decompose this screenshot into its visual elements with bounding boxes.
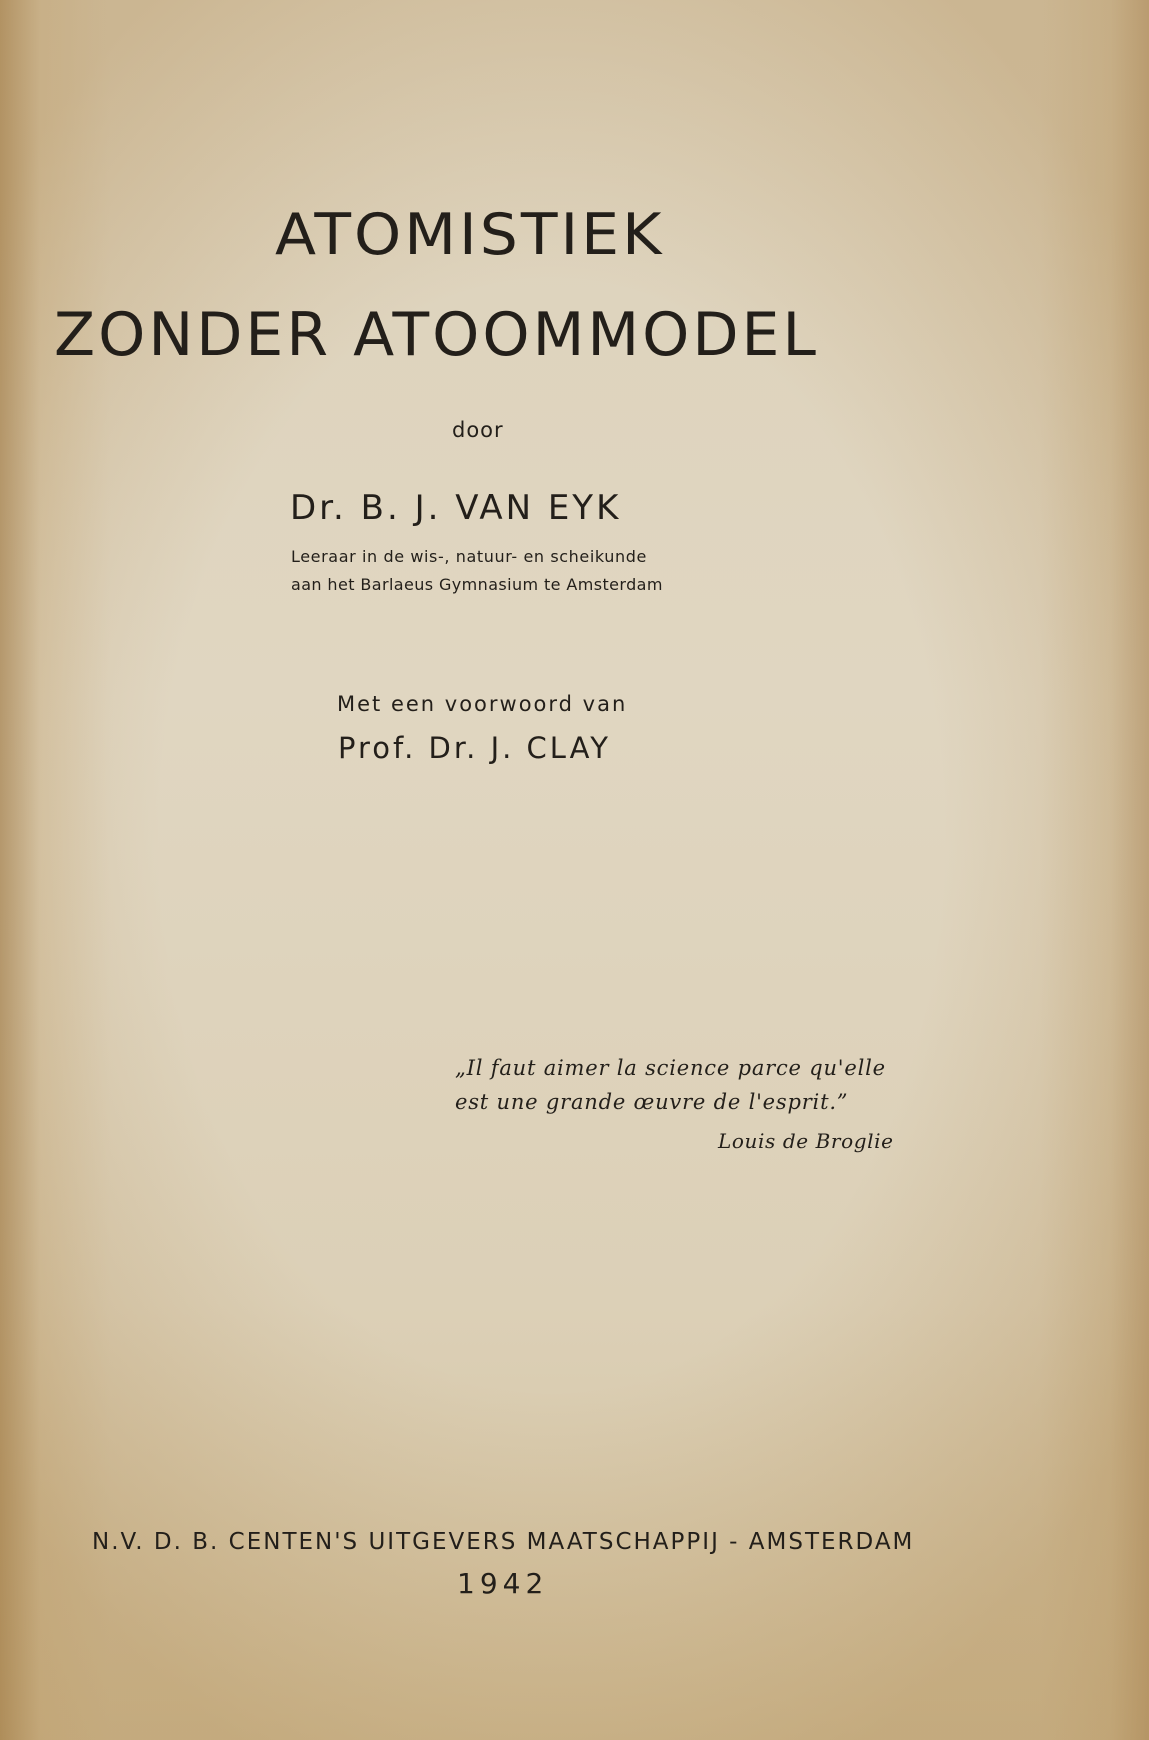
author-affiliation-line-2: aan het Barlaeus Gymnasium te Amsterdam [291,575,663,594]
publisher-imprint: N.V. D. B. CENTEN'S UITGEVERS MAATSCHAPPIJ - AMSTERDAM [92,1529,915,1555]
epigraph-attribution: Louis de Broglie [718,1129,894,1153]
title-line-1: ATOMISTIEK [275,201,665,269]
publication-year: 1942 [457,1567,549,1600]
epigraph-line-1: „Il faut aimer la science parce qu'elle [455,1056,886,1080]
title-line-2: ZONDER ATOOMMODEL [54,300,819,370]
foreword-label: Met een voorwoord van [337,692,628,716]
by-label: door [452,418,504,442]
epigraph-line-2: est une grande œuvre de l'esprit.” [455,1090,849,1114]
foreword-author: Prof. Dr. J. CLAY [338,731,611,765]
author-affiliation-line-1: Leeraar in de wis-, natuur- en scheikunde [291,547,647,566]
author-name: Dr. B. J. VAN EYK [290,488,622,528]
